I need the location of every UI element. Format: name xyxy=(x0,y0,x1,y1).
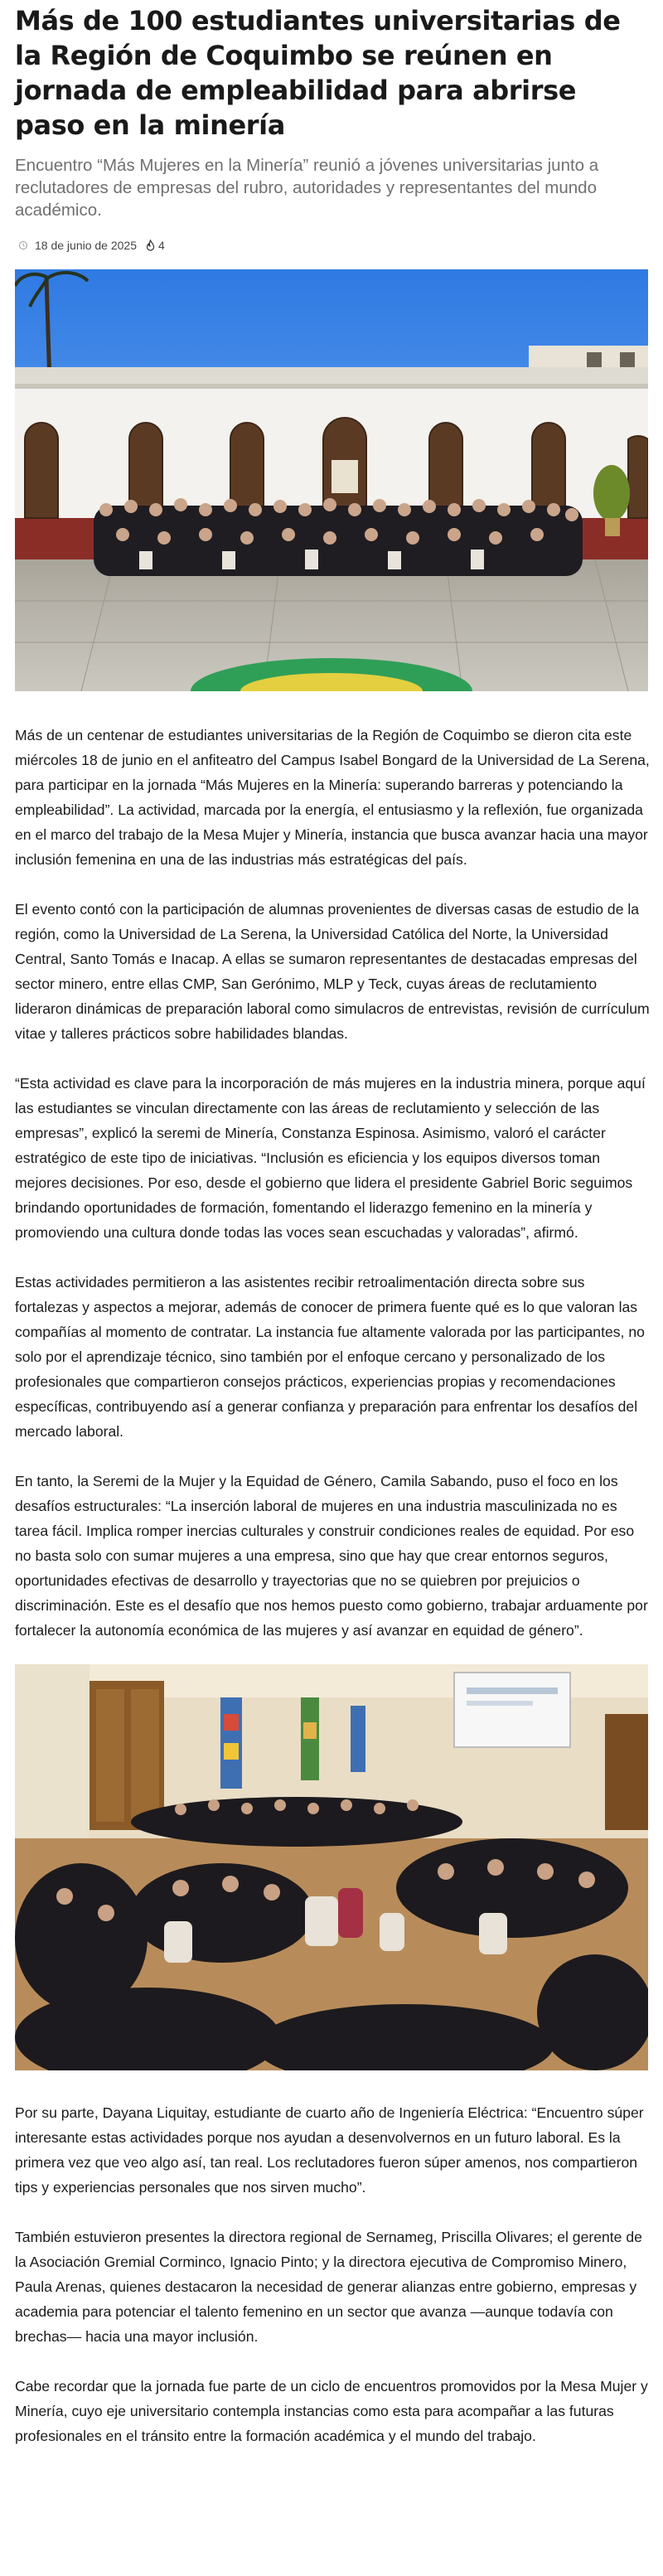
article-meta xyxy=(15,236,648,254)
article-lede: Encuentro “Más Mujeres en la Minería” reunió a jóvenes universitarias junto a reclutadores de empresas del rubro, autoridades y representantes del mundo académico. xyxy=(15,156,599,220)
article-date: 18 de junio de 2025 xyxy=(35,239,137,252)
view-count xyxy=(145,239,165,252)
group-photo-courtyard xyxy=(15,269,648,691)
article-paragraph: También estuvieron presentes la directora regional de Sernameg, Priscilla Olivares; el gerente de la Asociación Gremial Corminco, Ignacio Pinto; y la directora ejecutiva de Compromiso Minero, Paula Arenas, quienes destacaron la necesidad de generar alianzas entre gobierno, empresas y academia para potenciar el talento femenino en un sector que avanza —aunque todavía con brechas— hacia una mayor inclusión. xyxy=(15,2229,642,2345)
view-count-value: 4 xyxy=(158,239,165,252)
article-paragraph: Cabe recordar que la jornada fue parte de un ciclo de encuentros promovidos por la Mesa Mujer y Minería, cuyo eje universitario contempla instancias como esta para acompañar a las futuras profesionales en el tránsito entre la formación académica y el mundo del trabajo. xyxy=(15,2378,648,2444)
article-title: Más de 100 estudiantes universitarias de la Región de Coquimbo se reúnen en jornada de empleabilidad para abrirse paso en la minería xyxy=(15,5,621,141)
article-paragraph: Más de un centenar de estudiantes universitarias de la Región de Coquimbo se dieron cita este miércoles 18 de junio en el anfiteatro del Campus Isabel Bongard de la Universidad de La Serena, para participar en la jornada “Más Mujeres en la Minería: superando barreras y potenciando la empleabilidad”. La actividad, marcada por la energía, el entusiasmo y la reflexión, fue organizada en el marco del trabajo de la Mesa Mujer y Minería, instancia que busca avanzar hacia una mayor inclusión femenina en una de las industrias más estratégicas del país. xyxy=(15,727,650,868)
article-paragraph: Estas actividades permitieron a las asistentes recibir retroalimentación directa sobre sus fortalezas y aspectos a mejorar, además de conocer de primera fuente qué es lo que valoran las compañías al momento de contratar. La instancia fue altamente valorada por las participantes, no solo por el aprendizaje técnico, sino también por el enfoque cercano y personalizado de los profesionales que compartieron consejos prácticos, experiencias propias y recomendaciones específicas, contribuyendo así a generar confianza y preparación para enfrentar los desafíos del mercado laboral. xyxy=(15,1274,645,1440)
fire-icon xyxy=(145,240,156,251)
article-paragraph: “Esta actividad es clave para la incorporación de más mujeres en la industria minera, porque aquí las estudiantes se vinculan directamente con las áreas de reclutamiento y selección de las empresas”, explicó la seremi de Minería, Constanza Espinosa. Asimismo, valoró el carácter estratégico de este tipo de iniciativas. “Inclusión es eficiencia y los equipos diversos toman mejores decisiones. Por eso, desde el gobierno que lidera el presidente Gabriel Boric seguimos brindando oportunidades de formación, fomentando el liderazgo femenino en la minería y promoviendo una cultura donde todas las voces sean escuchadas y valoradas”, afirmó. xyxy=(15,1075,646,1241)
clock-icon xyxy=(18,240,28,250)
amphitheater-photo xyxy=(15,1664,648,2070)
article-paragraph: En tanto, la Seremi de la Mujer y la Equidad de Género, Camila Sabando, puso el foco en los desafíos estructurales: “La inserción laboral de mujeres en una industria masculinizada no es tarea fácil. Implica romper inercias culturales y construir condiciones reales de equidad. Por eso no basta solo con sumar mujeres a una empresa, sino que hay que crear entornos seguros, oportunidades efectivas de desarrollo y trayectorias que no se quiebren por prejuicios o discriminación. Este es el desafío que nos hemos puesto como gobierno, trabajar arduamente por fortalecer la autonomía económica de las mujeres y así avanzar en equidad de género”. xyxy=(15,1473,648,1639)
article-paragraph: El evento contó con la participación de alumnas provenientes de diversas casas de estudio de la región, como la Universidad de La Serena, la Universidad Católica del Norte, la Universidad Central, Santo Tomás e Inacap. A ellas se sumaron representantes de destacadas empresas del sector minero, entre ellas CMP, San Gerónimo, MLP y Teck, cuyas áreas de reclutamiento lideraron dinámicas de preparación laboral como simulacros de entrevistas, revisión de currículum vitae y talleres prácticos sobre habilidades blandas. xyxy=(15,901,650,1042)
article-paragraph: Por su parte, Dayana Liquitay, estudiante de cuarto año de Ingeniería Eléctrica: “Encuentro súper interesante estas actividades porque nos ayudan a desenvolvernos en un futuro laboral. Es la primera vez que veo algo así, tan real. Los reclutadores fueron súper amenos, nos compartieron tips y experiencias personales que nos sirven mucho”. xyxy=(15,2104,644,2196)
